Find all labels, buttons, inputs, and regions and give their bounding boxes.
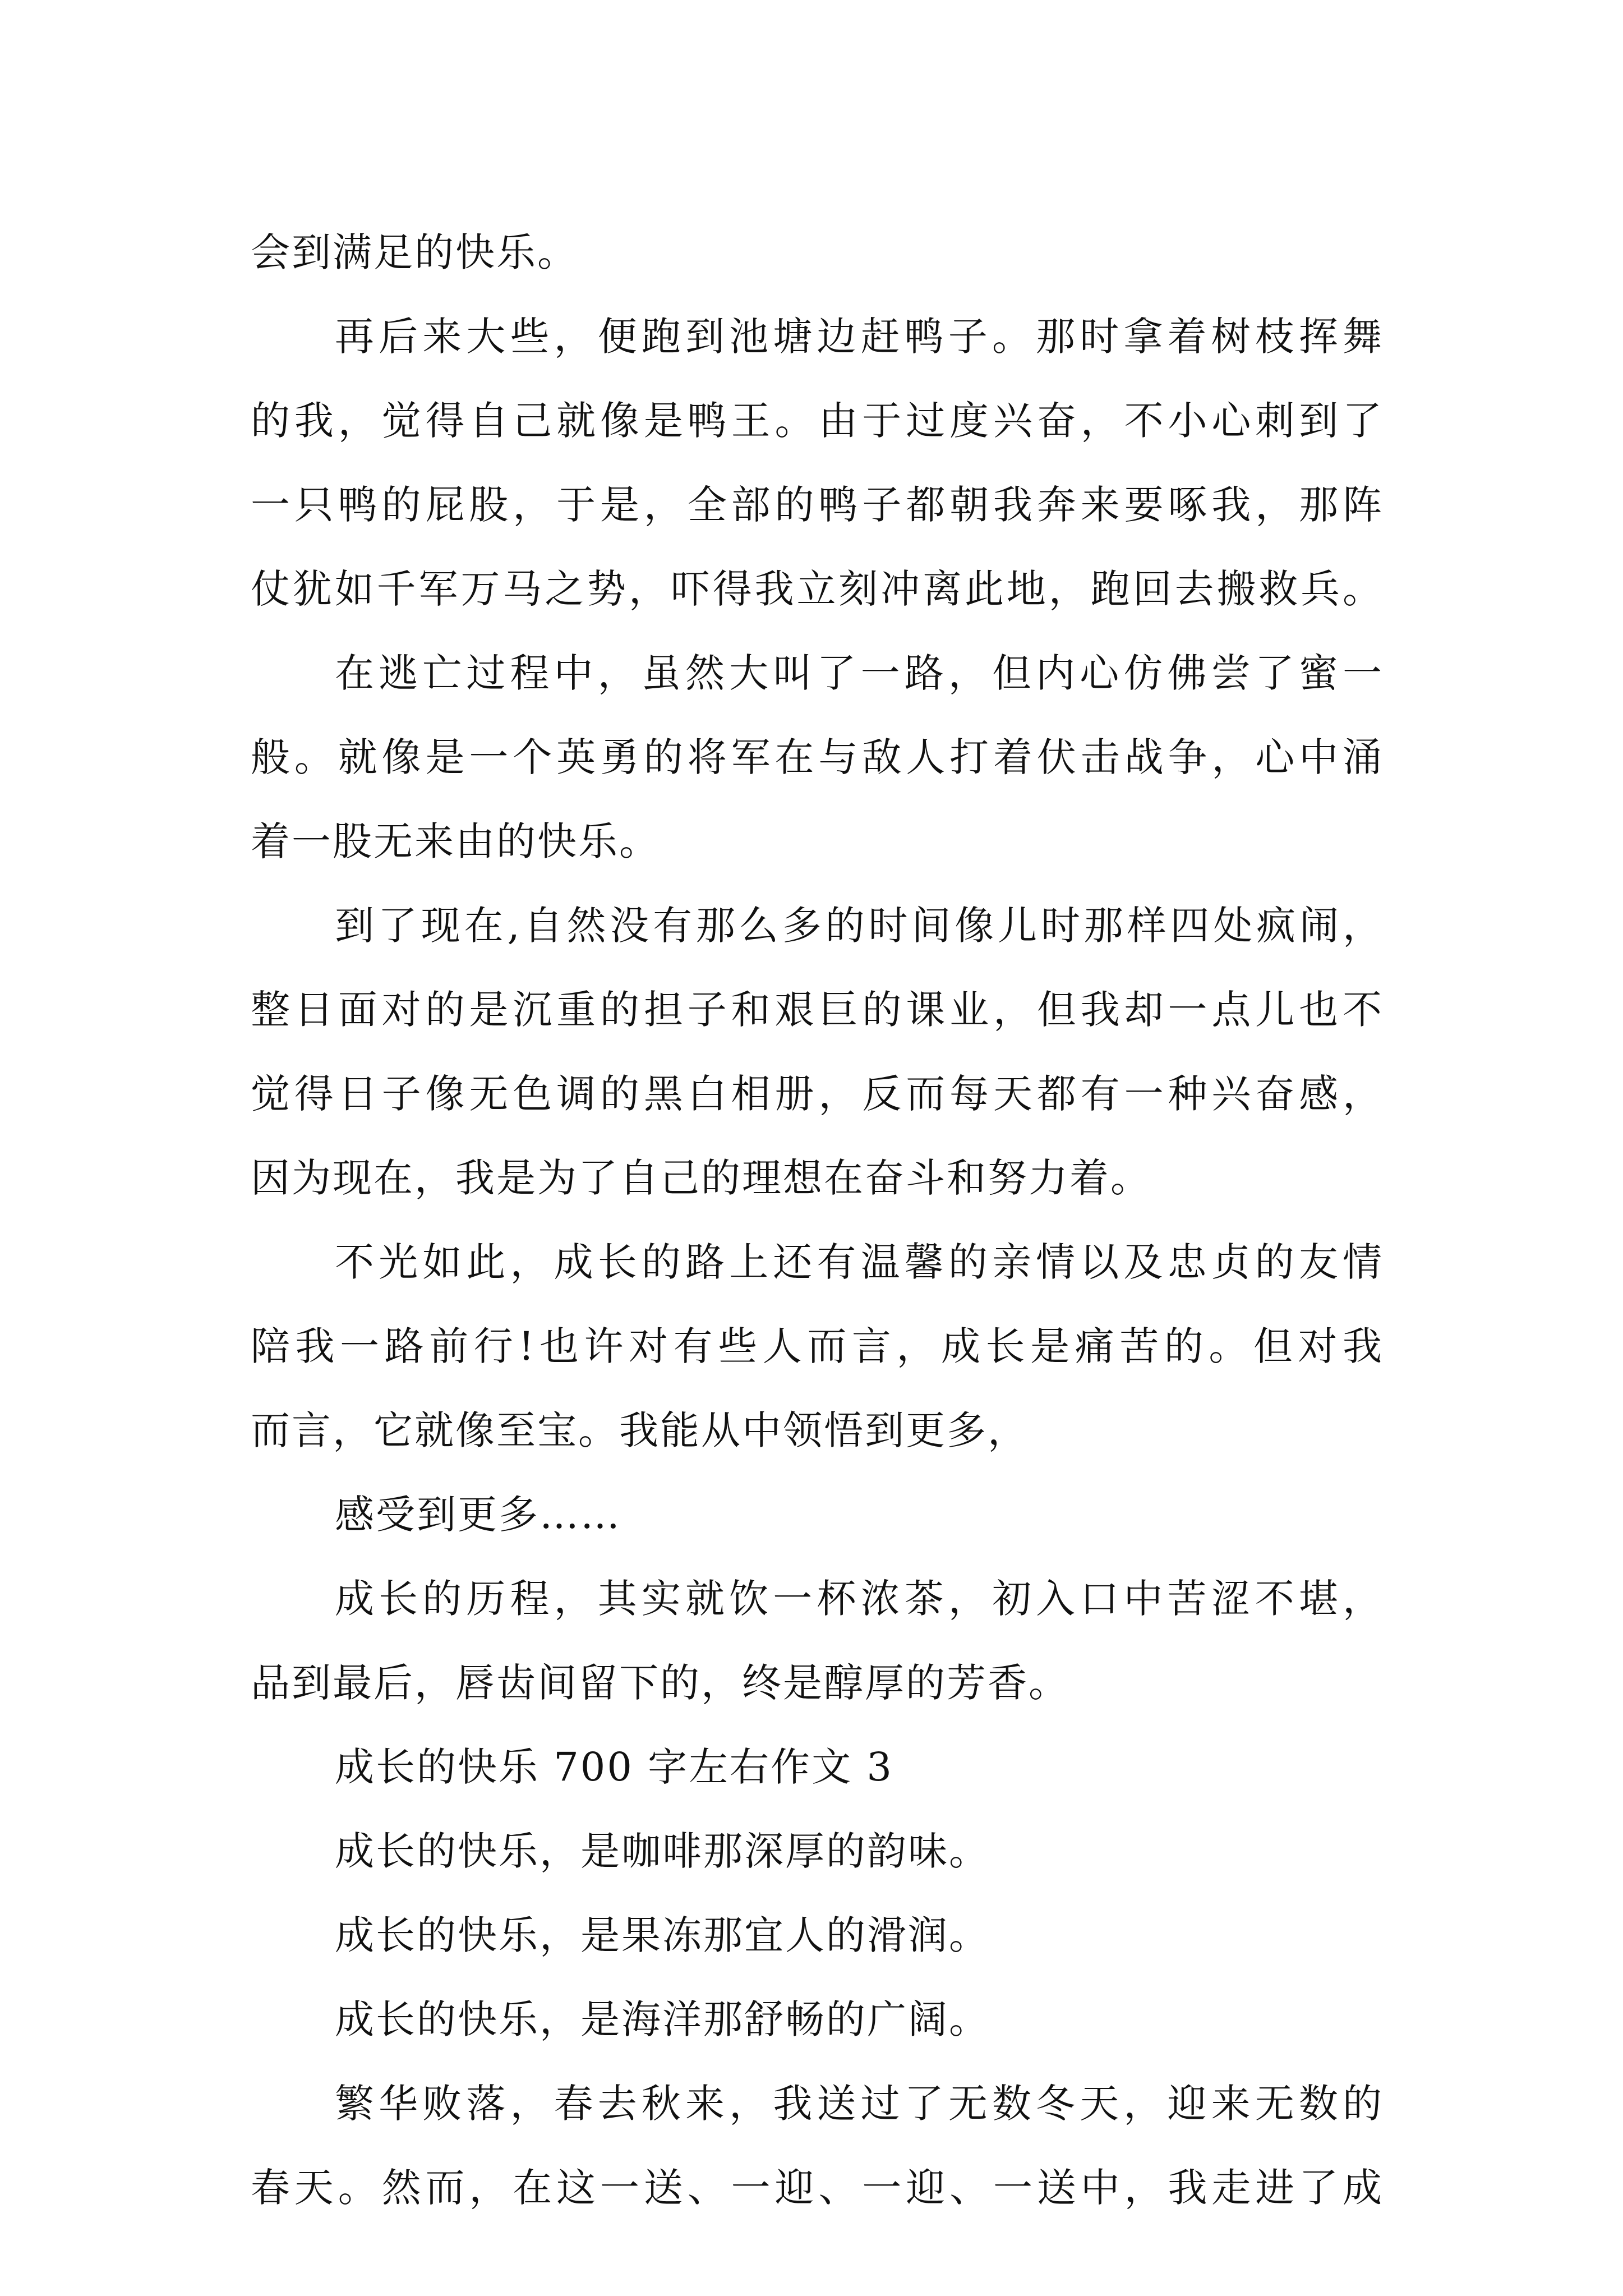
text-line: 会到满足的快乐。 (251, 229, 578, 275)
text-line: 因为现在，我是为了自己的理想在奋斗和努力着。 (251, 1155, 1151, 1201)
text-line: 的我，觉得自己就像是鸭王。由于过度兴奋，不小心刺到了 (251, 398, 1384, 444)
text-line: 着一股无来由的快乐。 (251, 818, 660, 864)
text-line: 成长的快乐，是咖啡那深厚的韵味。 (335, 1828, 990, 1874)
text-line: 成长的快乐 700 字左右作文 3 (335, 1744, 893, 1790)
text-line: 成长的快乐，是海洋那舒畅的广阔。 (335, 1996, 990, 2042)
text-line: 整日面对的是沉重的担子和艰巨的课业，但我却一点儿也不 (251, 987, 1384, 1033)
text-line: 而言，它就像至宝。我能从中领悟到更多， (251, 1407, 1029, 1453)
text-line: 感受到更多…… (335, 1492, 621, 1538)
text-line: 再后来大些，便跑到池塘边赶鸭子。那时拿着树枝挥舞 (335, 314, 1384, 360)
text-line: 陪我一路前行!也许对有些人而言，成长是痛苦的。但对我 (251, 1323, 1384, 1369)
text-line: 春天。然而，在这一送、一迎、一迎、一送中，我走进了成 (251, 2165, 1384, 2211)
text-line: 般。就像是一个英勇的将军在与敌人打着伏击战争，心中涌 (251, 734, 1384, 780)
document-body-text (251, 210, 1384, 2230)
text-line: 在逃亡过程中，虽然大叫了一路，但内心仿佛尝了蜜一 (335, 650, 1384, 696)
text-line: 繁华败落，春去秋来，我送过了无数冬天，迎来无数的 (335, 2081, 1384, 2127)
text-line: 成长的快乐，是果冻那宜人的滑润。 (335, 1912, 990, 1958)
text-line: 品到最后，唇齿间留下的，终是醇厚的芳香。 (251, 1660, 1069, 1706)
text-line: 仗犹如千军万马之势，吓得我立刻冲离此地，跑回去搬救兵。 (251, 566, 1384, 612)
text-line: 觉得日子像无色调的黑白相册，反而每天都有一种兴奋感， (251, 1071, 1384, 1117)
text-line: 成长的历程，其实就饮一杯浓茶，初入口中苦涩不堪， (335, 1576, 1384, 1622)
text-line: 到了现在,自然没有那么多的时间像儿时那样四处疯闹， (335, 903, 1384, 949)
text-line: 不光如此，成长的路上还有温馨的亲情以及忠贞的友情 (335, 1239, 1384, 1285)
text-line: 一只鸭的屁股，于是，全部的鸭子都朝我奔来要啄我，那阵 (251, 482, 1384, 528)
